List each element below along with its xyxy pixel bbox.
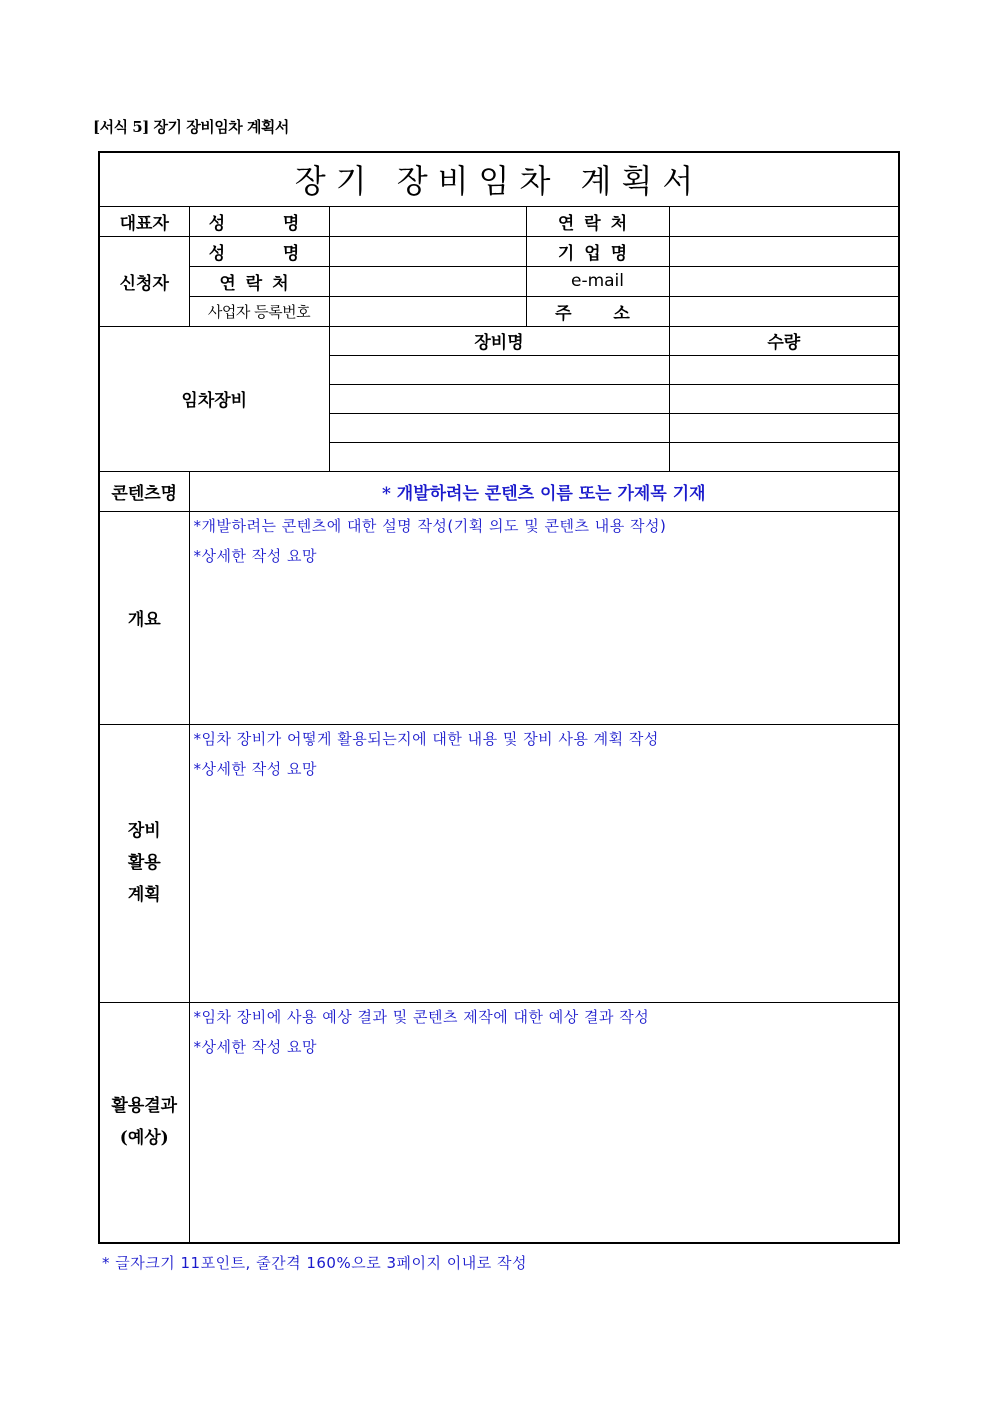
equipment-plan-field[interactable]	[189, 724, 899, 1002]
email-label: e-mail	[526, 266, 669, 296]
equipment-plan-label-2: 활용	[127, 853, 161, 873]
equipment-qty-field[interactable]	[669, 442, 899, 471]
expected-result-label	[99, 1002, 189, 1243]
rep-contact-field[interactable]	[669, 206, 899, 236]
footnote: * 글자크기 11포인트, 줄간격 160%으로 3페이지 이내로 작성	[102, 1254, 527, 1272]
business-number-field[interactable]	[329, 296, 526, 326]
email-field[interactable]	[669, 266, 899, 296]
form-title: 장기 장비임차 계획서	[99, 152, 899, 206]
equipment-name-field[interactable]	[329, 384, 669, 413]
company-name-label: 기업명	[526, 236, 669, 266]
representative-label: 대표자	[99, 206, 189, 236]
rep-name-label: 성 명	[189, 206, 329, 236]
expected-result-label-1: 활용결과	[111, 1096, 178, 1117]
document-label: [서식 5] 장기 장비임차 계획서	[93, 118, 289, 136]
result-guide-1: *임차 장비에 사용 예상 결과 및 콘텐츠 제작에 대한 예상 결과 작성	[193, 1007, 650, 1026]
applicant-contact-field[interactable]	[329, 266, 526, 296]
equipment-name-field[interactable]	[329, 442, 669, 471]
equipment-name-header: 장비명	[329, 326, 669, 355]
rep-contact-label: 연락처	[526, 206, 669, 236]
equipment-plan-label-3: 계획	[127, 885, 161, 905]
rental-plan-form	[98, 151, 900, 1244]
address-field[interactable]	[669, 296, 899, 326]
address-label: 주 소	[526, 296, 669, 326]
rental-equipment-label: 임차장비	[99, 326, 329, 471]
equipment-plan-label	[99, 724, 189, 1002]
business-number-label: 사업자 등록번호	[189, 296, 329, 326]
expected-result-label-2: (예상)	[119, 1128, 169, 1149]
rep-name-field[interactable]	[329, 206, 526, 236]
equipment-qty-field[interactable]	[669, 413, 899, 442]
overview-guide-1: *개발하려는 콘텐츠에 대한 설명 작성(기획 의도 및 콘텐츠 내용 작성)	[193, 516, 667, 535]
equipment-name-field[interactable]	[329, 413, 669, 442]
equipment-qty-field[interactable]	[669, 355, 899, 384]
equipment-plan-label-1: 장비	[127, 821, 161, 841]
plan-guide-1: *임차 장비가 어떻게 활용되는지에 대한 내용 및 장비 사용 계획 작성	[193, 729, 659, 748]
applicant-label: 신청자	[99, 236, 189, 326]
result-guide-2: *상세한 작성 요망	[193, 1037, 317, 1056]
overview-field[interactable]	[189, 511, 899, 724]
applicant-contact-label: 연락처	[189, 266, 329, 296]
plan-guide-2: *상세한 작성 요망	[193, 759, 317, 778]
company-name-field[interactable]	[669, 236, 899, 266]
equipment-qty-header: 수량	[669, 326, 899, 355]
equipment-name-field[interactable]	[329, 355, 669, 384]
equipment-qty-field[interactable]	[669, 384, 899, 413]
content-name-field[interactable]: * 개발하려는 콘텐츠 이름 또는 가제목 기재	[189, 471, 899, 511]
content-name-label: 콘텐츠명	[99, 471, 189, 511]
overview-label: 개요	[99, 511, 189, 724]
applicant-name-field[interactable]	[329, 236, 526, 266]
applicant-name-label: 성 명	[189, 236, 329, 266]
expected-result-field[interactable]	[189, 1002, 899, 1243]
overview-guide-2: *상세한 작성 요망	[193, 546, 317, 565]
